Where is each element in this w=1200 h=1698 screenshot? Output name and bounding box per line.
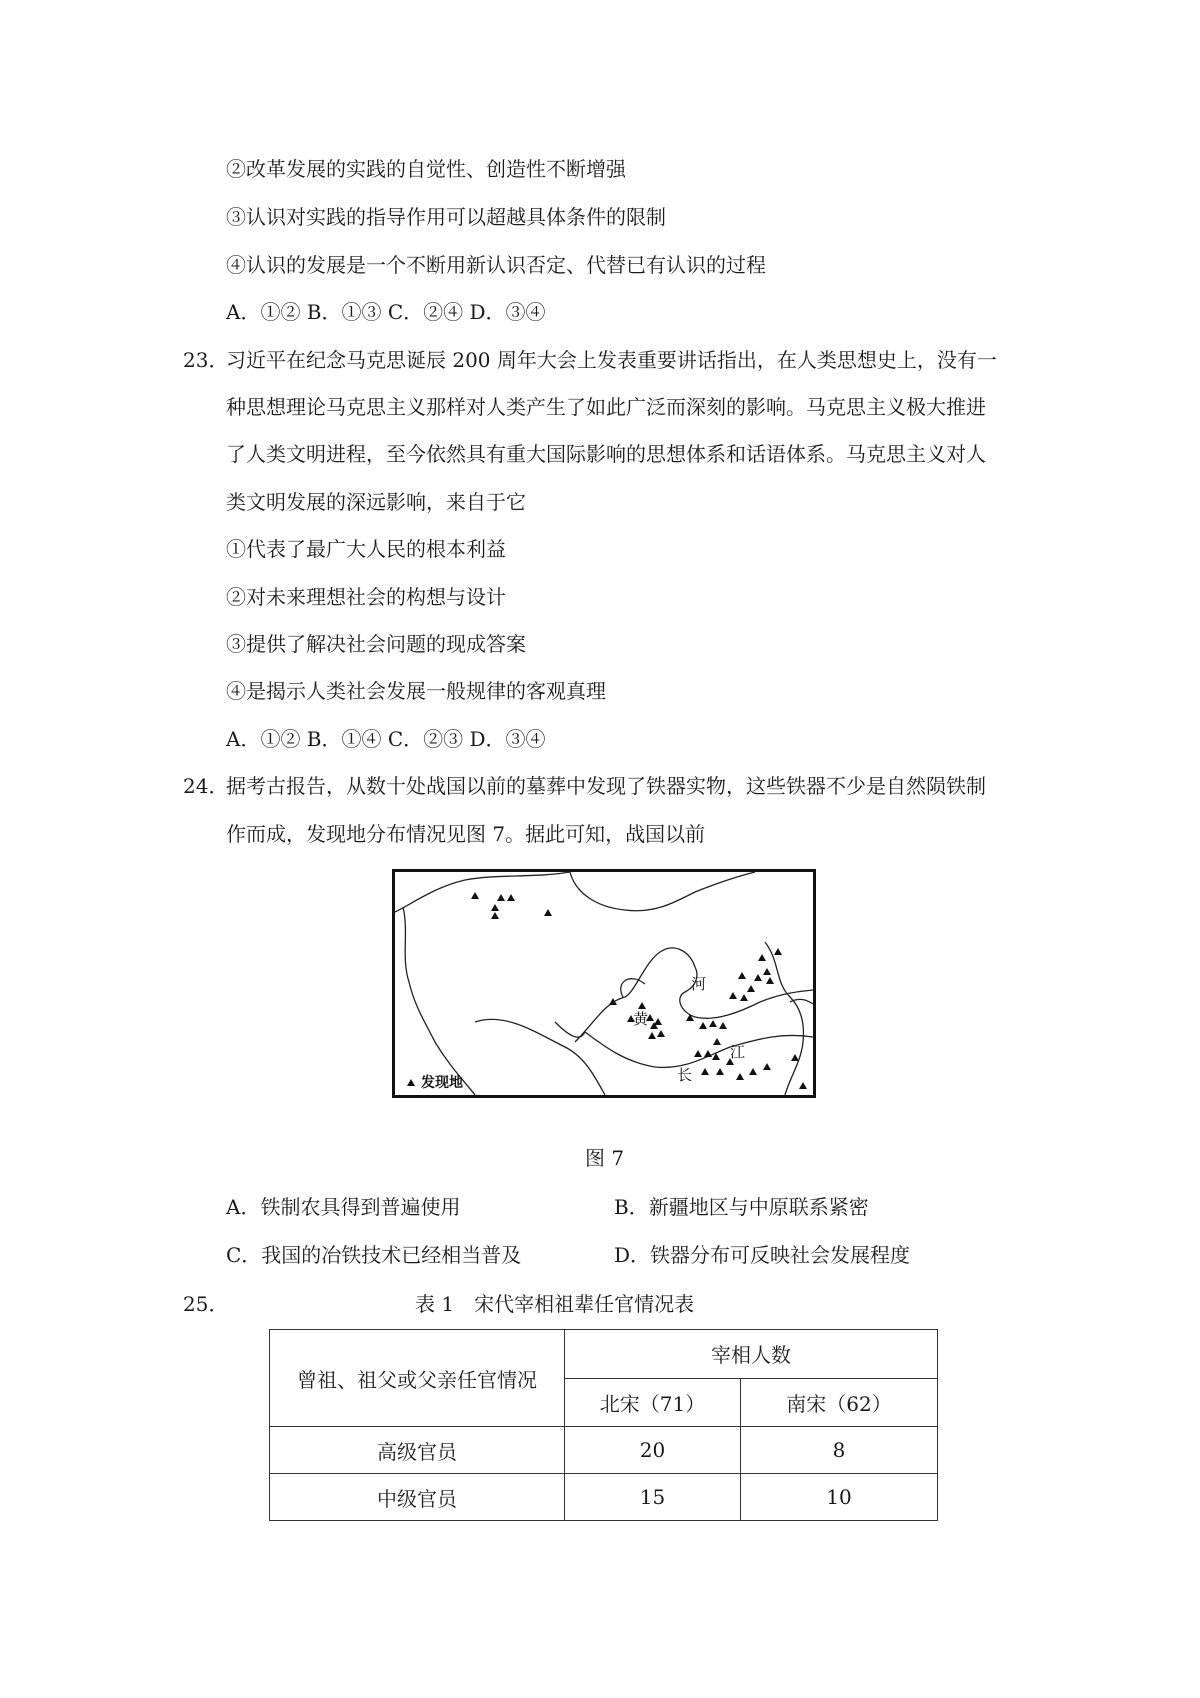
- south-song-value: 10: [741, 1474, 938, 1521]
- q22-option-3: ③认识对实践的指导作用可以超越具体条件的限制: [226, 205, 666, 229]
- q23-stem-line-4: 类文明发展的深远影响，来自于它: [226, 490, 526, 514]
- q24-option-d: D．铁器分布可反映社会发展程度: [614, 1243, 911, 1267]
- map-drawing: [395, 872, 813, 1095]
- q23-option-3: ③提供了解决社会问题的现成答案: [226, 632, 526, 656]
- song-chancellor-table: [269, 1329, 938, 1521]
- legend-marker-icon: [407, 1079, 415, 1086]
- figure-caption: 图 7: [585, 1146, 625, 1170]
- find-site-markers: [471, 892, 807, 1089]
- q23-option-1: ①代表了最广大人民的根本利益: [226, 537, 506, 561]
- q23-stem-line-2: 种思想理论马克思主义那样对人类产生了如此广泛而深刻的影响。马克思主义极大推进: [226, 395, 986, 419]
- header-group: 宰相人数: [565, 1330, 938, 1379]
- north-song-value: 20: [565, 1427, 741, 1474]
- q22-answer-choices: A．①② B．①③ C．②④ D．③④: [226, 300, 546, 324]
- south-song-value: 8: [741, 1427, 938, 1474]
- q23-stem-line-1: 习近平在纪念马克思诞辰 200 周年大会上发表重要讲话指出，在人类思想史上，没有一: [226, 348, 997, 372]
- q23-answer-choices: A．①② B．①④ C．②③ D．③④: [226, 727, 546, 751]
- q23-stem-line-3: 了人类文明进程，至今依然具有重大国际影响的思想体系和话语体系。马克思主义对人: [226, 442, 986, 466]
- q23-option-4: ④是揭示人类社会发展一般规律的客观真理: [226, 679, 606, 703]
- q23-number: 23．: [183, 348, 229, 372]
- map-label-chang: 长: [677, 1066, 693, 1084]
- q24-stem-line-2: 作而成，发现地分布情况见图 7。据此可知，战国以前: [226, 822, 706, 846]
- q24-number: 24．: [183, 774, 229, 798]
- q24-option-a: A．铁制农具得到普遍使用: [226, 1195, 461, 1219]
- q22-option-4: ④认识的发展是一个不断用新认识否定、代替已有认识的过程: [226, 253, 766, 277]
- row-label: 中级官员: [270, 1474, 565, 1521]
- iron-artifact-map: [392, 869, 816, 1098]
- table-row: [270, 1474, 938, 1521]
- map-label-huang: 黄: [633, 1010, 649, 1028]
- row-label: 高级官员: [270, 1427, 565, 1474]
- q22-option-2: ②改革发展的实践的自觉性、创造性不断增强: [226, 157, 626, 181]
- map-legend-label: 发现地: [421, 1075, 463, 1091]
- header-row-label: 曾祖、祖父或父亲任官情况: [270, 1330, 565, 1427]
- q23-option-2: ②对未来理想社会的构想与设计: [226, 585, 506, 609]
- q24-option-c: C．我国的冶铁技术已经相当普及: [226, 1243, 522, 1267]
- north-song-value: 15: [565, 1474, 741, 1521]
- table-title: 表 1 宋代宰相祖辈任官情况表: [415, 1292, 695, 1316]
- map-label-jiang: 江: [730, 1043, 746, 1061]
- column-north-song: 北宋（71）: [565, 1378, 741, 1427]
- table-row: [270, 1427, 938, 1474]
- q24-option-b: B．新疆地区与中原联系紧密: [614, 1195, 869, 1219]
- q25-number: 25．: [183, 1292, 229, 1316]
- column-south-song: 南宋（62）: [741, 1378, 938, 1427]
- q24-stem-line-1: 据考古报告，从数十处战国以前的墓葬中发现了铁器实物，这些铁器不少是自然陨铁制: [226, 774, 986, 798]
- map-label-he: 河: [691, 975, 707, 993]
- table-header-row: [270, 1330, 938, 1379]
